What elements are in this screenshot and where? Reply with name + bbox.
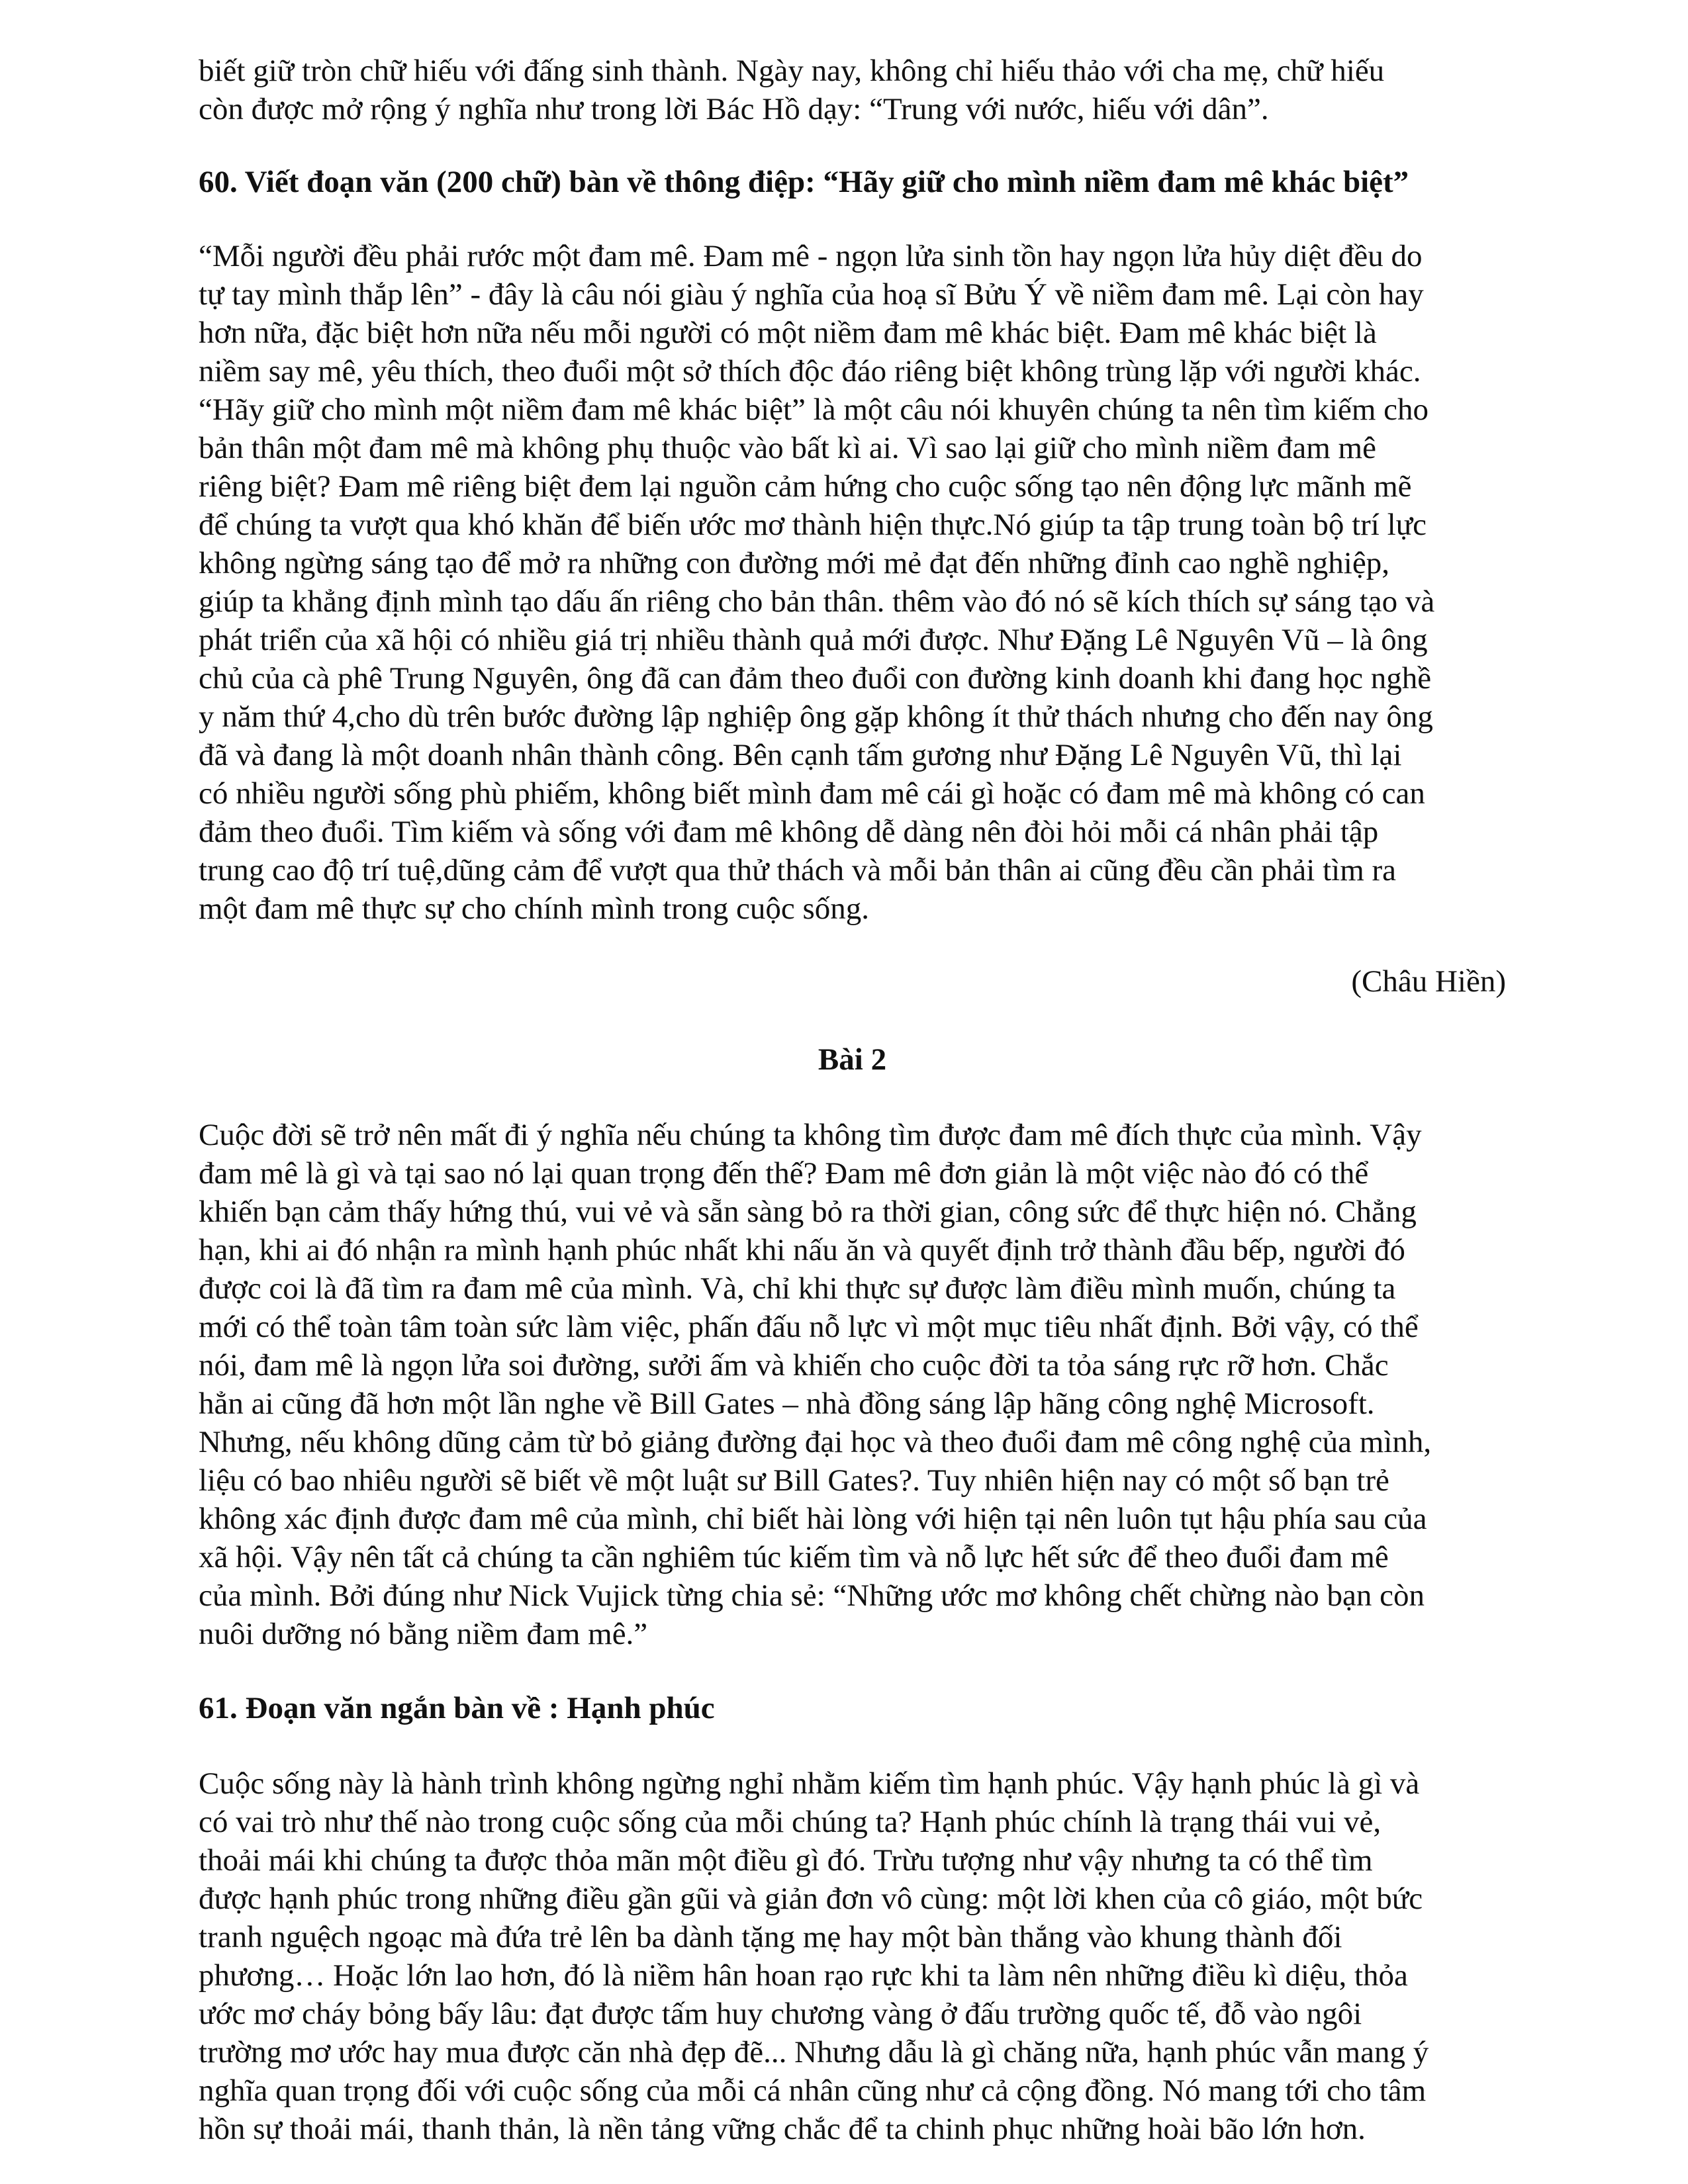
text-line: đam mê là gì và tại sao nó lại quan trọng đến thế? Đam mê đơn giản là một việc nào đó có thể	[199, 1156, 1369, 1191]
section-60-paragraph	[199, 237, 1506, 928]
text-line: y năm thứ 4,cho dù trên bước đường lập nghiệp ông gặp không ít thử thách nhưng cho đến nay ông	[199, 700, 1433, 734]
section-61-paragraph	[199, 1764, 1506, 2148]
text-line: hạn, khi ai đó nhận ra mình hạnh phúc nhất khi nấu ăn và quyết định trở thành đầu bếp, người đó	[199, 1233, 1405, 1267]
text-line: một đam mê thực sự cho chính mình trong cuộc sống.	[199, 891, 869, 926]
text-line: “Mỗi người đều phải rước một đam mê. Đam mê - ngọn lửa sinh tồn hay ngọn lửa hủy diệt đều do	[199, 239, 1423, 273]
text-line: được coi là đã tìm ra đam mê của mình. Và, chỉ khi thực sự được làm điều mình muốn, chúng ta	[199, 1271, 1396, 1306]
text-line: Nhưng, nếu không dũng cảm từ bỏ giảng đường đại học và theo đuổi đam mê công nghệ của mình,	[199, 1425, 1432, 1459]
bai-2-heading: Bài 2	[818, 1042, 887, 1077]
text-line: nói, đam mê là ngọn lửa soi đường, sưởi ấm và khiến cho cuộc đời ta tỏa sáng rực rỡ hơn. Chắc	[199, 1348, 1389, 1383]
text-line: niềm say mê, yêu thích, theo đuổi một sở thích độc đáo riêng biệt không trùng lặp với người khác.	[199, 354, 1421, 388]
text-line: trung cao độ trí tuệ,dũng cảm để vượt qua thử thách và mỗi bản thân ai cũng đều cần phải tìm ra	[199, 853, 1397, 887]
text-line: có nhiều người sống phù phiếm, không biết mình đam mê cái gì hoặc có đam mê mà không có can	[199, 776, 1425, 811]
text-line: có vai trò như thế nào trong cuộc sống của mỗi chúng ta? Hạnh phúc chính là trạng thái vui vẻ,	[199, 1805, 1382, 1839]
author-attribution: (Châu Hiền)	[1351, 964, 1506, 999]
text-line: phát triển của xã hội có nhiều giá trị nhiều thành quả mới được. Như Đặng Lê Nguyên Vũ – là ông	[199, 623, 1428, 657]
text-line: xã hội. Vậy nên tất cả chúng ta cần nghiêm túc kiếm tìm và nỗ lực hết sức để theo đuổi đam mê	[199, 1540, 1389, 1574]
text-line: hơn nữa, đặc biệt hơn nữa nếu mỗi người có một niềm đam mê khác biệt. Đam mê khác biệt là	[199, 316, 1377, 350]
document-page	[199, 52, 1506, 2148]
bai-2-paragraph	[199, 1116, 1506, 1653]
text-line: hồn sự thoải mái, thanh thản, là nền tảng vững chắc để ta chinh phục những hoài bão lớn hơn.	[199, 2112, 1366, 2146]
text-line: bản thân một đam mê mà không phụ thuộc vào bất kì ai. Vì sao lại giữ cho mình niềm đam mê	[199, 431, 1376, 465]
text-line: đảm theo đuổi. Tìm kiếm và sống với đam mê không dễ dàng nên đòi hỏi mỗi cá nhân phải tập	[199, 815, 1379, 849]
text-line: riêng biệt? Đam mê riêng biệt đem lại nguồn cảm hứng cho cuộc sống tạo nên động lực mãnh mẽ	[199, 469, 1412, 504]
text-line: để chúng ta vượt qua khó khăn để biến ước mơ thành hiện thực.Nó giúp ta tập trung toàn bộ trí lực	[199, 508, 1427, 542]
section-61-heading: 61. Đoạn văn ngắn bàn về : Hạnh phúc	[199, 1691, 715, 1725]
text-line: nuôi dưỡng nó bằng niềm đam mê.”	[199, 1617, 648, 1651]
text-line: của mình. Bởi đúng như Nick Vujick từng chia sẻ: “Những ước mơ không chết chừng nào bạn còn	[199, 1578, 1425, 1613]
text-line: không ngừng sáng tạo để mở ra những con đường mới mẻ đạt đến những đỉnh cao nghề nghiệp,	[199, 546, 1389, 580]
text-line: ước mơ cháy bỏng bấy lâu: đạt được tấm huy chương vàng ở đấu trường quốc tế, đỗ vào ngôi	[199, 1997, 1362, 2031]
text-line: chủ của cà phê Trung Nguyên, ông đã can đảm theo đuổi con đường kinh doanh khi đang học nghề	[199, 661, 1432, 696]
text-line: hẳn ai cũng đã hơn một lần nghe về Bill Gates – nhà đồng sáng lập hãng công nghệ Microsoft.	[199, 1387, 1375, 1421]
text-line: biết giữ tròn chữ hiếu với đấng sinh thành. Ngày nay, không chỉ hiếu thảo với cha mẹ, chữ hiếu	[199, 54, 1385, 88]
text-line: Cuộc đời sẽ trở nên mất đi ý nghĩa nếu chúng ta không tìm được đam mê đích thực của mình. Vậy	[199, 1118, 1422, 1152]
text-line: giúp ta khẳng định mình tạo dấu ấn riêng cho bản thân. thêm vào đó nó sẽ kích thích sự sáng tạo và	[199, 584, 1435, 619]
text-line: trường mơ ước hay mua được căn nhà đẹp đẽ... Nhưng dẫu là gì chăng nữa, hạnh phúc vẫn mang ý	[199, 2035, 1429, 2070]
text-line: mới có thể toàn tâm toàn sức làm việc, phấn đấu nỗ lực vì một mục tiêu nhất định. Bởi vậy, có thể	[199, 1310, 1419, 1344]
text-line: nghĩa quan trọng đối với cuộc sống của mỗi cá nhân cũng như cả cộng đồng. Nó mang tới cho tâm	[199, 2073, 1427, 2108]
text-line: “Hãy giữ cho mình một niềm đam mê khác biệt” là một câu nói khuyên chúng ta nên tìm kiếm cho	[199, 392, 1429, 427]
text-line: thoải mái khi chúng ta được thỏa mãn một điều gì đó. Trừu tượng như vậy nhưng ta có thể tìm	[199, 1843, 1373, 1878]
text-line: đã và đang là một doanh nhân thành công. Bên cạnh tấm gương như Đặng Lê Nguyên Vũ, thì lại	[199, 738, 1402, 772]
intro-paragraph	[199, 52, 1506, 128]
text-line: còn được mở rộng ý nghĩa như trong lời Bác Hồ dạy: “Trung với nước, hiếu với dân”.	[199, 92, 1269, 126]
text-line: Cuộc sống này là hành trình không ngừng nghỉ nhằm kiếm tìm hạnh phúc. Vậy hạnh phúc là gì và	[199, 1766, 1420, 1801]
text-line: tự tay mình thắp lên” - đây là câu nói giàu ý nghĩa của hoạ sĩ Bửu Ý về niềm đam mê. Lại còn hay	[199, 277, 1424, 312]
section-60-heading: 60. Viết đoạn văn (200 chữ) bàn về thông điệp: “Hãy giữ cho mình niềm đam mê khác biệt”	[199, 165, 1409, 199]
text-line: khiến bạn cảm thấy hứng thú, vui vẻ và sẵn sàng bỏ ra thời gian, công sức để thực hiện nó. Chẳng	[199, 1195, 1417, 1229]
text-line: tranh nguệch ngoạc mà đứa trẻ lên ba dành tặng mẹ hay một bàn thắng vào khung thành đối	[199, 1920, 1342, 1954]
text-line: phương… Hoặc lớn lao hơn, đó là niềm hân hoan rạo rực khi ta làm nên những điều kì diệu, thỏa	[199, 1958, 1408, 1993]
text-line: liệu có bao nhiêu người sẽ biết về một luật sư Bill Gates?. Tuy nhiên hiện nay có một số bạn trẻ	[199, 1463, 1389, 1498]
text-line: không xác định được đam mê của mình, chỉ biết hài lòng với hiện tại nên luôn tụt hậu phía sau của	[199, 1502, 1427, 1536]
text-line: được hạnh phúc trong những điều gần gũi và giản đơn vô cùng: một lời khen của cô giáo, một bức	[199, 1882, 1423, 1916]
